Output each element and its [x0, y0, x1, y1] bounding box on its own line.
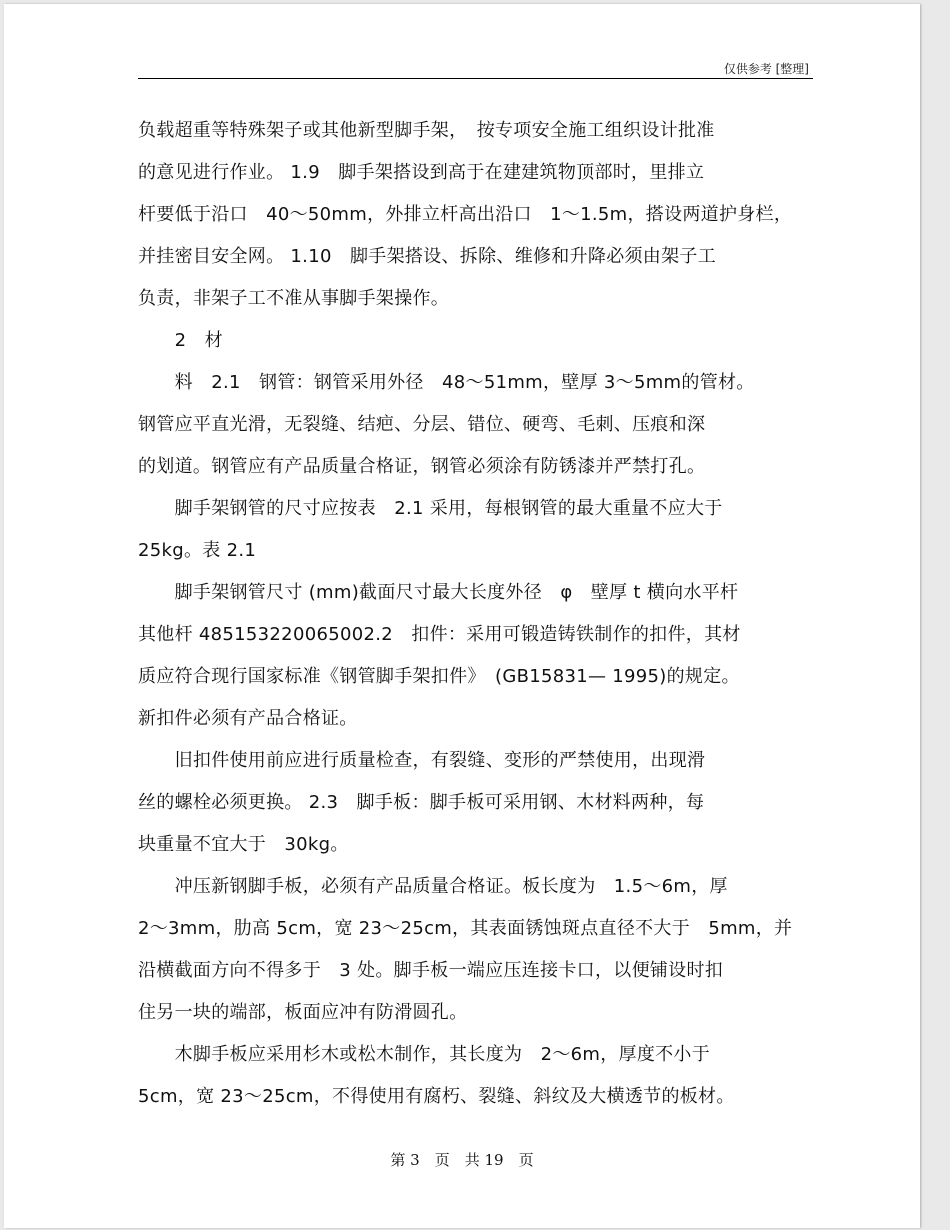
- page-number-footer: 第 3 页 共 19 页: [390, 1151, 534, 1169]
- text-line: 块重量不宜大于 30kg。: [138, 834, 349, 855]
- text-line: 2 材: [138, 330, 223, 351]
- text-line: 2～3mm，肋高 5cm，宽 23～25cm，其表面锈蚀斑点直径不大于 5mm，并: [138, 918, 793, 939]
- text-line: 杆要低于沿口 40～50mm，外排立杆高出沿口 1～1.5m，搭设两道护身栏，: [138, 204, 793, 225]
- text-line: 新扣件必须有产品合格证。: [138, 708, 358, 729]
- text-line: 脚手架钢管的尺寸应按表 2.1 采用，每根钢管的最大重量不应大于: [138, 498, 723, 519]
- text-line: 25kg。表 2.1: [138, 540, 257, 561]
- text-line: 钢管应平直光滑，无裂缝、结疤、分层、错位、硬弯、毛刺、压痕和深: [138, 414, 706, 435]
- text-line: 脚手架钢管尺寸 (mm)截面尺寸最大长度外径 φ 壁厚 t 横向水平杆: [138, 582, 739, 603]
- header-rule: [138, 78, 813, 79]
- text-line: 沿横截面方向不得多于 3 处。脚手板一端应压连接卡口，以便铺设时扣: [138, 960, 724, 981]
- text-line: 的划道。钢管应有产品质量合格证，钢管必须涂有防锈漆并严禁打孔。: [138, 456, 706, 477]
- text-line: 5cm，宽 23～25cm，不得使用有腐朽、裂缝、斜纹及大横透节的板材。: [138, 1086, 735, 1107]
- text-line: 的意见进行作业。 1.9 脚手架搭设到高于在建建筑物顶部时，里排立: [138, 162, 705, 183]
- text-line: 冲压新钢脚手板，必须有产品质量合格证。板长度为 1.5～6m，厚: [138, 876, 728, 897]
- text-line: 负责，非架子工不准从事脚手架操作。: [138, 288, 450, 309]
- document-page: [4, 4, 920, 1228]
- text-line: 并挂密目安全网。 1.10 脚手架搭设、拆除、维修和升降必须由架子工: [138, 246, 716, 267]
- text-line: 质应符合现行国家标准《钢管脚手架扣件》 (GB15831— 1995)的规定。: [138, 666, 740, 687]
- text-line: 丝的螺栓必须更换。 2.3 脚手板：脚手板可采用钢、木材料两种，每: [138, 792, 705, 813]
- text-line: 其他杆 485153220065002.2 扣件：采用可锻造铸铁制作的扣件，其材: [138, 624, 741, 645]
- text-line: 旧扣件使用前应进行质量检查，有裂缝、变形的严禁使用，出现滑: [138, 750, 706, 771]
- body-text: [138, 110, 818, 1118]
- text-line: 料 2.1 钢管：钢管采用外径 48～51mm，壁厚 3～5mm的管材。: [138, 372, 755, 393]
- text-line: 木脚手板应采用杉木或松木制作，其长度为 2～6m，厚度不小于: [138, 1044, 711, 1065]
- text-line: 住另一块的端部，板面应冲有防滑圆孔。: [138, 1002, 468, 1023]
- text-line: 负载超重等特殊架子或其他新型脚手架， 按专项安全施工组织设计批准: [138, 120, 715, 141]
- header-text: 仅供参考 [整理]: [723, 62, 809, 76]
